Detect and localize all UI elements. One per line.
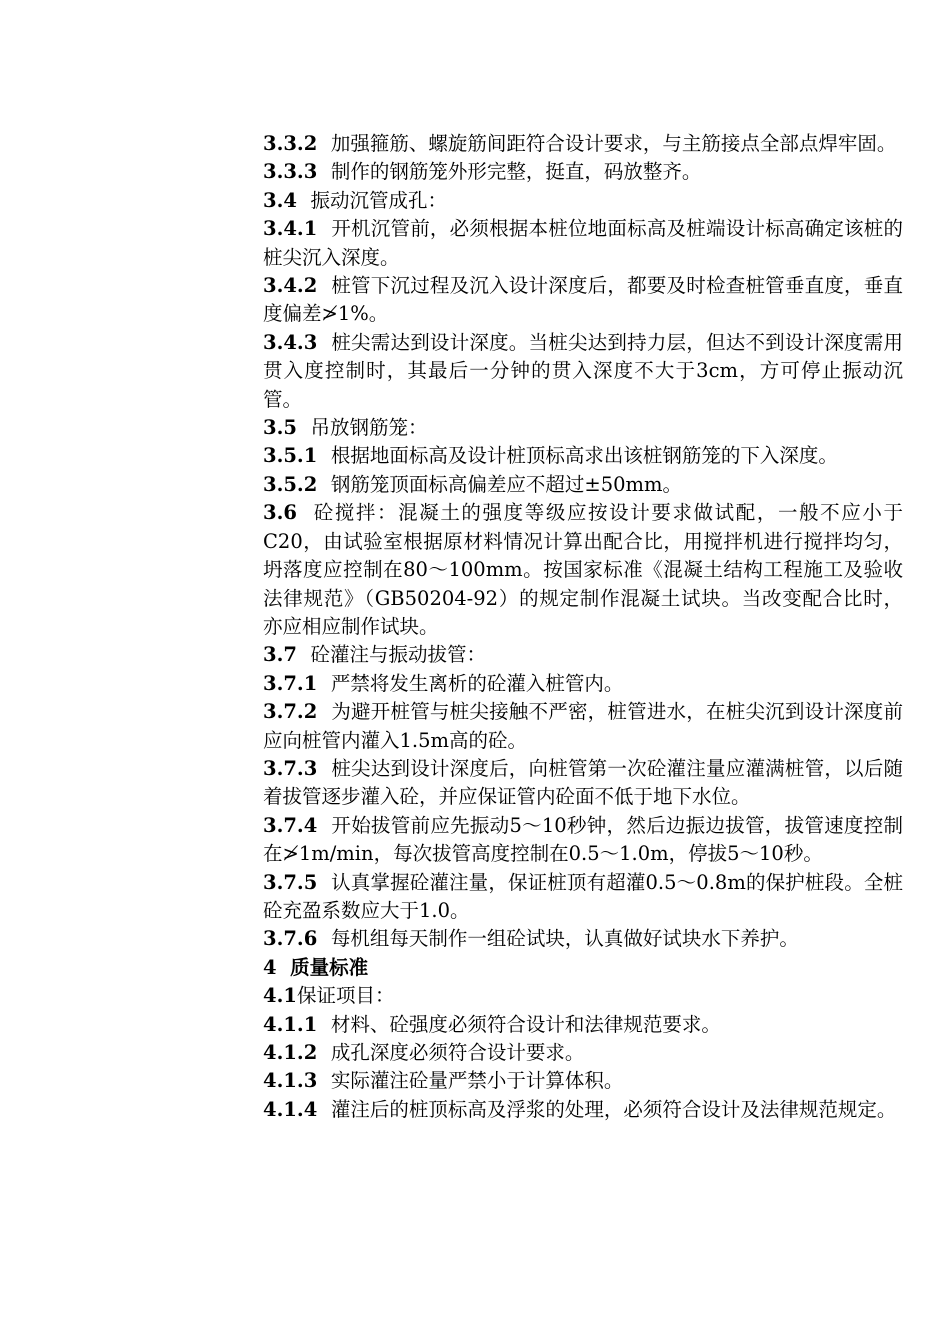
clause-paragraph: [263, 1067, 903, 1095]
clause-paragraph: [263, 925, 903, 953]
clause-paragraph: [263, 812, 903, 869]
clause-paragraph: [263, 1039, 903, 1067]
clause-number: 4.1.3: [263, 1069, 331, 1093]
clause-paragraph: [263, 414, 903, 442]
clause-paragraph: [263, 130, 903, 158]
clause-paragraph: [263, 698, 903, 755]
clause-number: 3.5: [263, 416, 311, 440]
clause-number: 3.5.1: [263, 444, 331, 468]
clause-number: 3.7.2: [263, 700, 332, 724]
clause-paragraph: [263, 1096, 903, 1124]
clause-text: 加强箍筋、螺旋筋间距符合设计要求，与主筋接点全部点焊牢固。: [330, 132, 897, 155]
clause-paragraph: [263, 215, 903, 272]
clause-paragraph: [263, 442, 903, 470]
clause-text: 根据地面标高及设计桩顶标高求出该桩钢筋笼的下入深度。: [330, 444, 838, 468]
clause-text: 桩管下沉过程及沉入设计深度后，都要及时检查桩管垂直度，垂直度偏差≯1%。: [263, 274, 903, 326]
clause-paragraph: [263, 499, 903, 641]
clause-text: 认真掌握砼灌注量，保证桩顶有超灌0.5～0.8m的保护桩段。全桩砼充盈系数应大于1.0。: [263, 870, 903, 922]
clause-number: 3.3.3: [263, 160, 331, 184]
clause-text: 开机沉管前，必须根据本桩位地面标高及桩端设计标高确定该桩的桩尖沉入深度。: [263, 217, 903, 269]
clause-text: 成孔深度必须符合设计要求。: [330, 1041, 585, 1064]
clause-paragraph: [263, 641, 903, 669]
clause-number: 4.1: [263, 984, 297, 1008]
clause-text: 为避开桩管与桩尖接触不严密，桩管进水，在桩尖沉到设计深度前应向桩管内灌入1.5m高的砼。: [263, 700, 903, 752]
clause-number: 3.3.2: [263, 132, 331, 155]
clause-number: 4.1.1: [263, 1012, 331, 1036]
clause-text: 桩尖需达到设计深度。当桩尖达到持力层，但达不到设计深度需用贯入度控制时，其最后一分钟的贯入深度不大于3cm，方可停止振动沉管。: [263, 330, 903, 411]
clause-number: 4.1.4: [263, 1097, 331, 1121]
clause-paragraph: [263, 670, 903, 698]
clause-number: 3.5.2: [263, 472, 331, 496]
clause-number: 3.4.2: [263, 274, 332, 298]
clause-paragraph: [263, 471, 903, 499]
clause-paragraph: [263, 982, 903, 1010]
clause-paragraph: [263, 272, 903, 329]
clause-number: 4: [263, 955, 291, 979]
clause-paragraph: [263, 755, 903, 812]
clause-number: 3.7.3: [263, 756, 332, 780]
clause-paragraph: [263, 869, 903, 926]
clause-text: 振动沉管成孔：: [310, 188, 448, 212]
clause-text: 钢筋笼顶面标高偏差应不超过±50mm。: [330, 472, 683, 496]
clause-text: 质量标准: [290, 955, 369, 979]
section-heading: [263, 954, 903, 982]
clause-text: 制作的钢筋笼外形完整，挺直，码放整齐。: [330, 160, 702, 184]
clause-number: 3.7.4: [263, 813, 332, 837]
clause-text: 严禁将发生离析的砼灌入桩管内。: [330, 671, 624, 695]
clause-paragraph: [263, 1011, 903, 1039]
clause-number: 4.1.2: [263, 1041, 331, 1064]
clause-text: 保证项目：: [296, 984, 395, 1008]
clause-text: 灌注后的桩顶标高及浮浆的处理，必须符合设计及法律规范规定。: [330, 1097, 897, 1121]
clause-text: 砼搅拌：混凝土的强度等级应按设计要求做试配，一般不应小于C20，由试验室根据原材料情况计算出配合比，用搅拌机进行搅拌均匀，坍落度应控制在80～100mm。按国家标准《混凝土结构工程施工及验收法律规范》（GB50204-92）的规定制作混凝土试块。当改变配合比时，亦应相应制作试块。: [263, 501, 903, 638]
clause-text: 材料、砼强度必须符合设计和法律规范要求。: [330, 1012, 721, 1036]
clause-number: 3.6: [263, 501, 314, 525]
clause-number: 3.7.6: [263, 927, 331, 951]
clause-paragraph: [263, 329, 903, 414]
clause-number: 3.7.1: [263, 671, 331, 695]
clause-number: 3.7.5: [263, 870, 332, 894]
clause-text: 吊放钢筋笼：: [310, 416, 428, 440]
clause-text: 每机组每天制作一组砼试块，认真做好试块水下养护。: [330, 927, 799, 951]
clause-paragraph: [263, 187, 903, 215]
clause-number: 3.4.3: [263, 330, 332, 354]
document-page: [263, 130, 903, 1124]
clause-text: 桩尖达到设计深度后，向桩管第一次砼灌注量应灌满桩管，以后随着拔管逐步灌入砼，并应保证管内砼面不低于地下水位。: [263, 756, 903, 809]
clause-number: 3.4: [263, 188, 311, 212]
clause-text: 砼灌注与振动拔管：: [310, 643, 487, 667]
clause-text: 实际灌注砼量严禁小于计算体积。: [330, 1069, 624, 1093]
clause-number: 3.4.1: [263, 217, 332, 241]
clause-paragraph: [263, 158, 903, 186]
clause-number: 3.7: [263, 643, 311, 667]
clause-text: 开始拔管前应先振动5～10秒钟，然后边振边拔管，拔管速度控制在≯1m/min，每次拔管高度控制在0.5～1.0m，停拔5～10秒。: [263, 813, 903, 866]
